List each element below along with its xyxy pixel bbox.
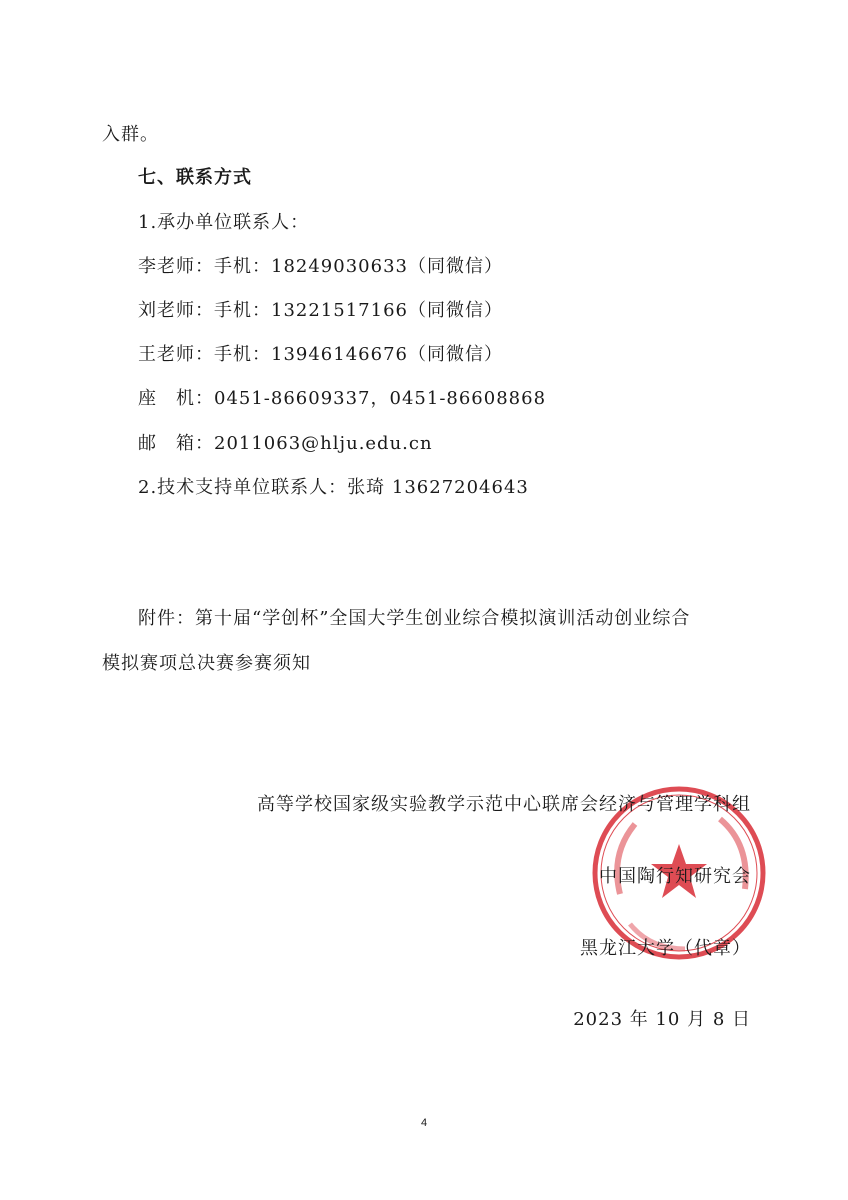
paragraph-tail: 入群。 bbox=[102, 124, 159, 145]
signature-org-3: 黑龙江大学（代章） bbox=[580, 938, 751, 959]
attachment-line-1: 附件：第十届“学创杯”全国大学生创业综合模拟演训活动创业综合 bbox=[138, 608, 691, 629]
signature-date: 2023 年 10 月 8 日 bbox=[573, 1009, 751, 1030]
landline-line: 座 机：0451-86609337，0451-86608868 bbox=[138, 388, 547, 409]
section-heading-contact: 七、联系方式 bbox=[138, 167, 252, 188]
signature-org-1: 高等学校国家级实验教学示范中心联席会经济与管理学科组 bbox=[257, 794, 751, 815]
page-number: 4 bbox=[420, 1117, 428, 1129]
attachment-line-2: 模拟赛项总决赛参赛须知 bbox=[102, 653, 311, 674]
tech-support-contact-line: 2.技术支持单位联系人：张琦 13627204643 bbox=[138, 477, 529, 498]
contact-line-wang: 王老师：手机：13946146676（同微信） bbox=[138, 344, 503, 365]
contact-line-li: 李老师：手机：18249030633（同微信） bbox=[138, 256, 503, 277]
contact-line-liu: 刘老师：手机：13221517166（同微信） bbox=[138, 300, 503, 321]
signature-org-2: 中国陶行知研究会 bbox=[599, 866, 751, 887]
organizer-contacts-label: 1.承办单位联系人： bbox=[138, 212, 310, 233]
email-line: 邮 箱：2011063@hlju.edu.cn bbox=[138, 433, 433, 454]
